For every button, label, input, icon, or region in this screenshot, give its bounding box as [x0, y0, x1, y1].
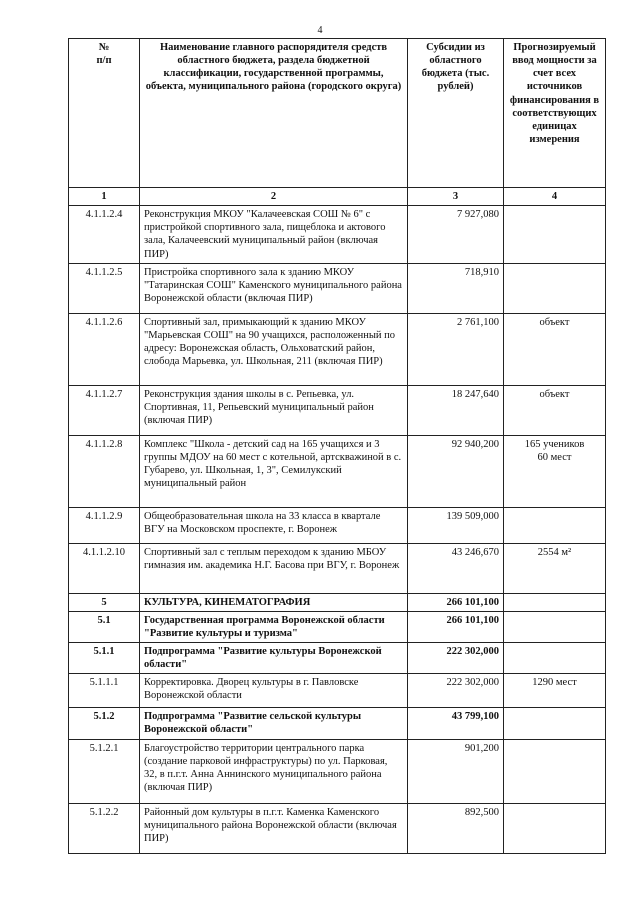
row-number: 4.1.1.2.9 [69, 507, 140, 543]
table-row [69, 643, 606, 674]
header-num: № п/п [69, 39, 140, 188]
row-name: Подпрограмма "Развитие сельской культуры Воронежской области" [140, 708, 408, 739]
column-number: 4 [504, 188, 606, 206]
column-number: 2 [140, 188, 408, 206]
column-number: 1 [69, 188, 140, 206]
table-row [69, 507, 606, 543]
table-row [69, 313, 606, 385]
row-number: 5.1 [69, 611, 140, 642]
row-capacity [504, 708, 606, 739]
row-name: Районный дом культуры в п.г.т. Каменка Каменского муниципального района Воронежской области (включая ПИР) [140, 803, 408, 853]
table-row [69, 708, 606, 739]
row-number: 5.1.1.1 [69, 674, 140, 708]
row-subsidy: 222 302,000 [408, 643, 504, 674]
row-number: 4.1.1.2.6 [69, 313, 140, 385]
row-number: 5.1.2.1 [69, 739, 140, 803]
header-capacity: Прогнозируемый ввод мощности за счет всех источников финансирования в соответствующих единицах измерения [504, 39, 606, 188]
row-subsidy: 266 101,100 [408, 593, 504, 611]
row-subsidy: 266 101,100 [408, 611, 504, 642]
row-subsidy: 892,500 [408, 803, 504, 853]
row-number: 4.1.1.2.8 [69, 435, 140, 507]
row-name: Реконструкция здания школы в с. Репьевка, ул. Спортивная, 11, Репьевский муниципальный район (включая ПИР) [140, 385, 408, 435]
row-subsidy: 718,910 [408, 263, 504, 313]
row-subsidy: 43 246,670 [408, 543, 504, 593]
row-name: КУЛЬТУРА, КИНЕМАТОГРАФИЯ [140, 593, 408, 611]
row-capacity [504, 739, 606, 803]
header-subsidy: Субсидии из областного бюджета (тыс. рублей) [408, 39, 504, 188]
table-row [69, 803, 606, 853]
row-subsidy: 43 799,100 [408, 708, 504, 739]
row-capacity [504, 263, 606, 313]
row-capacity [504, 206, 606, 264]
table-row [69, 543, 606, 593]
row-name: Спортивный зал, примыкающий к зданию МКОУ "Марьевская СОШ" на 90 учащихся, расположенный по адресу: Воронежская область, Ольховатский район, слобода Марьевка, ул. Школьная, 211 (включая ПИР) [140, 313, 408, 385]
row-number: 5.1.1 [69, 643, 140, 674]
row-subsidy: 2 761,100 [408, 313, 504, 385]
row-number: 4.1.1.2.7 [69, 385, 140, 435]
table-row [69, 611, 606, 642]
row-capacity: 1290 мест [504, 674, 606, 708]
table-row [69, 674, 606, 708]
row-subsidy: 7 927,080 [408, 206, 504, 264]
table-row [69, 739, 606, 803]
row-name: Корректировка. Дворец культуры в г. Павловске Воронежской области [140, 674, 408, 708]
row-capacity: 2554 м² [504, 543, 606, 593]
row-capacity [504, 593, 606, 611]
row-capacity [504, 643, 606, 674]
row-name: Комплекс "Школа - детский сад на 165 учащихся и 3 группы МДОУ на 60 мест с котельной, артскважиной в с. Губарево, ул. Школьная, 1, 3", Семилукский муниципальный район [140, 435, 408, 507]
row-name: Государственная программа Воронежской области "Развитие культуры и туризма" [140, 611, 408, 642]
table-body [69, 206, 606, 853]
row-subsidy: 901,200 [408, 739, 504, 803]
table-row [69, 435, 606, 507]
row-number: 5.1.2.2 [69, 803, 140, 853]
row-name: Благоустройство территории центрального парка (создание парковой инфраструктуры) по ул. Парковая, 32, в п.г.т. Анна Аннинского муниципального района (включая ПИР) [140, 739, 408, 803]
row-capacity [504, 507, 606, 543]
table-row [69, 593, 606, 611]
row-number: 5.1.2 [69, 708, 140, 739]
row-number: 4.1.1.2.10 [69, 543, 140, 593]
row-number: 4.1.1.2.5 [69, 263, 140, 313]
row-subsidy: 139 509,000 [408, 507, 504, 543]
column-number: 3 [408, 188, 504, 206]
row-number: 5 [69, 593, 140, 611]
row-name: Реконструкция МКОУ "Калачеевская СОШ № 6" с пристройкой спортивного зала, пищеблока и актового зала, Калачеевский муниципальный район (включая ПИР) [140, 206, 408, 264]
page-number: 4 [317, 25, 323, 36]
row-capacity [504, 803, 606, 853]
row-name: Спортивный зал с теплым переходом к зданию МБОУ гимназия им. академика Н.Г. Басова при ВГУ, г. Воронеж [140, 543, 408, 593]
row-name: Подпрограмма "Развитие культуры Воронежской области" [140, 643, 408, 674]
row-capacity [504, 611, 606, 642]
row-capacity: объект [504, 313, 606, 385]
table-row [69, 206, 606, 264]
row-capacity: 165 учеников 60 мест [504, 435, 606, 507]
row-subsidy: 92 940,200 [408, 435, 504, 507]
row-capacity: объект [504, 385, 606, 435]
budget-table [68, 38, 606, 854]
row-subsidy: 18 247,640 [408, 385, 504, 435]
table-row [69, 263, 606, 313]
row-name: Пристройка спортивного зала к зданию МКОУ "Татаринская СОШ" Каменского муниципального района Воронежской области (включая ПИР) [140, 263, 408, 313]
table-header-row [69, 39, 606, 188]
header-name: Наименование главного распорядителя средств областного бюджета, раздела бюджетной классификации, государственной программы, объекта, муниципального района (городского округа) [140, 39, 408, 188]
column-number-row [69, 188, 606, 206]
row-subsidy: 222 302,000 [408, 674, 504, 708]
row-name: Общеобразовательная школа на 33 класса в квартале ВГУ на Московском проспекте, г. Воронеж [140, 507, 408, 543]
row-number: 4.1.1.2.4 [69, 206, 140, 264]
table-row [69, 385, 606, 435]
